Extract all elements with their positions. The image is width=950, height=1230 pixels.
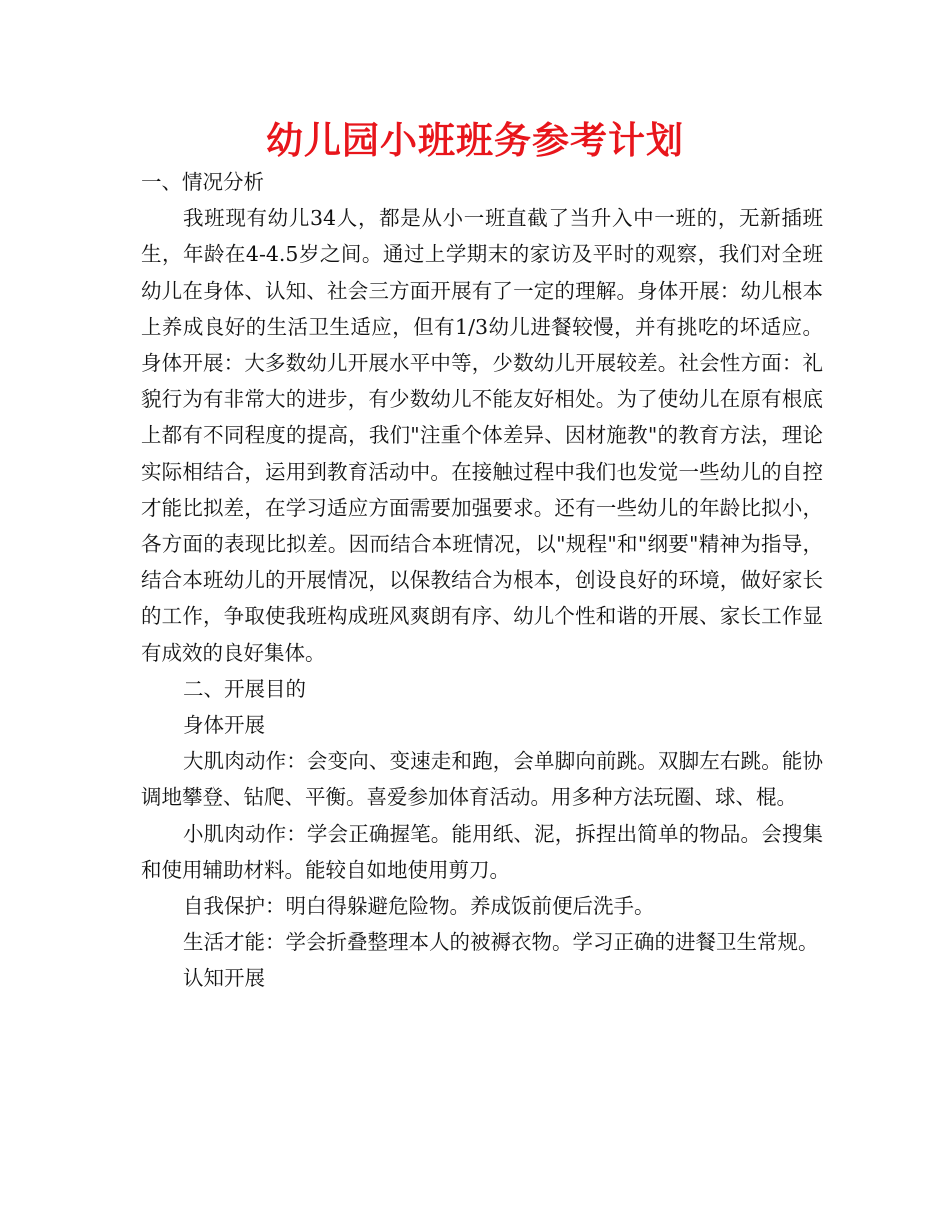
paragraph-self-protection: 自我保护：明白得躲避危险物。养成饭前便后洗手。 (183, 894, 655, 919)
section-heading-analysis: 一、情况分析 (141, 170, 264, 194)
paragraph-gross-motor: 大肌肉动作：会变向、变速走和跑，会单脚向前跳。双脚左右跳。能协调地攀登、钻爬、平衡。喜爱参加体育活动。用多种方法玩圈、球、棍。 (141, 749, 823, 810)
paragraph-analysis: 我班现有幼儿34人，都是从小一班直截了当升入中一班的，无新插班生，年龄在4-4.5岁之间。通过上学期末的家访及平时的观察，我们对全班幼儿在身体、认知、社会三方面开展有了一定的理解。身体开展：幼儿根本上养成良好的生活卫生适应，但有1/3幼儿进餐较慢，并有挑吃的坏适应。身体开展：大多数幼儿开展水平中等，少数幼儿开展较差。社会性方面：礼貌行为有非常大的进步，有少数幼儿不能友好相处。为了使幼儿在原有根底上都有不同程度的提高，我们"注重个体差异、因材施教"的教育方法，理论实际相结合，运用到教育活动中。在接触过程中我们也发觉一些幼儿的自控才能比拟差，在学习适应方面需要加强要求。还有一些幼儿的年龄比拟小，各方面的表现比拟差。因而结合本班情况，以"规程"和"纲要"精神为指导，结合本班幼儿的开展情况，以保教结合为根本，创设良好的环境，做好家长的工作，争取使我班构成班风爽朗有序、幼儿个性和谐的开展、家长工作显有成效的良好集体。 (141, 206, 823, 665)
paragraph-fine-motor: 小肌肉动作：学会正确握笔。能用纸、泥，拆捏出简单的物品。会搜集和使用辅助材料。能较自如地使用剪刀。 (141, 821, 823, 882)
subheading-physical: 身体开展 (183, 713, 265, 738)
document-title: 幼儿园小班班务参考计划 (266, 119, 684, 162)
section-heading-goals: 二、开展目的 (183, 676, 306, 701)
paragraph-life-skills: 生活才能：学会折叠整理本人的被褥衣物。学习正确的进餐卫生常规。 (183, 930, 819, 955)
document-body (141, 164, 823, 997)
subheading-cognitive: 认知开展 (183, 966, 265, 991)
